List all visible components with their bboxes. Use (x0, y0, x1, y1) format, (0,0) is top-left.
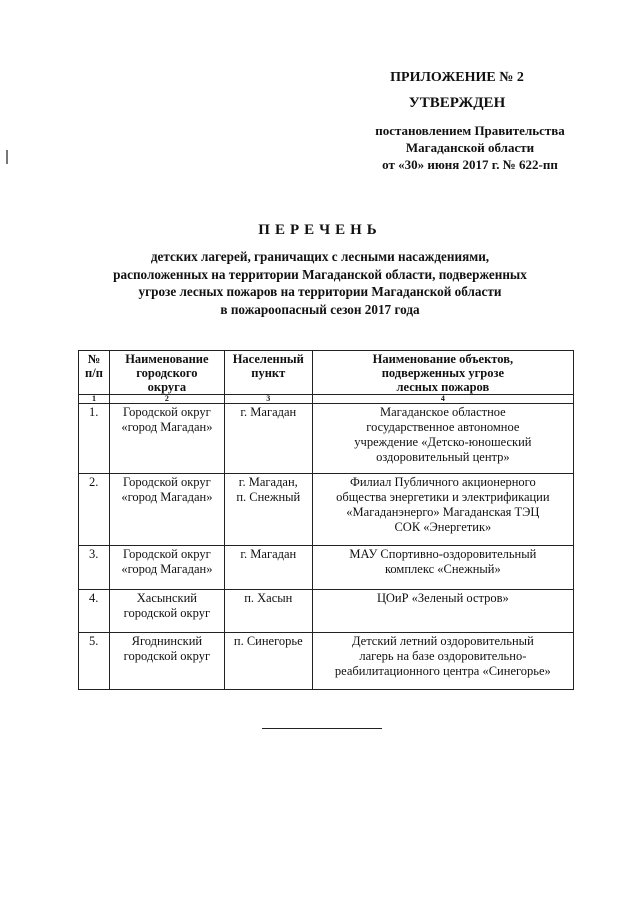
cell-text: городской округ (123, 606, 211, 620)
cell-text: г. Магадан, (238, 475, 298, 489)
cell-text: п. Снежный (236, 490, 301, 504)
cell-text: «Магаданэнерго» Магаданская ТЭЦ (346, 505, 540, 519)
header-text: Наименование объектов, (372, 352, 514, 366)
row-object (312, 633, 573, 690)
subtitle-line: детских лагерей, граничащих с лесными насаждениями, (150, 249, 490, 264)
cell-text: городской округ (123, 649, 211, 663)
cell-text: комплекс «Снежный» (384, 562, 501, 576)
closing-line (262, 728, 382, 729)
cell-text: МАУ Спортивно-оздоровительный (349, 547, 537, 561)
row-settlement (224, 546, 312, 590)
header-text: подверженных угрозе (381, 366, 505, 380)
header-number (79, 351, 110, 395)
row-number: 2. (79, 474, 110, 546)
column-index-row (79, 395, 574, 404)
cell-text: общества энергетики и электрификации (336, 490, 550, 504)
column-index: 3 (224, 395, 312, 404)
header-object (312, 351, 573, 395)
table-row (79, 590, 574, 633)
row-settlement (224, 404, 312, 474)
row-district (109, 404, 224, 474)
header-text: лесных пожаров (396, 380, 490, 394)
subtitle-line: угрозе лесных пожаров на территории Магаданской области (138, 284, 502, 299)
row-number: 4. (79, 590, 110, 633)
row-settlement (224, 474, 312, 546)
table-row (79, 404, 574, 474)
column-index: 2 (109, 395, 224, 404)
cell-text: реабилитационного центра «Синегорье» (334, 664, 551, 678)
header-text: Населенный (232, 352, 304, 366)
document-title: ПЕРЕЧЕНЬ (258, 222, 382, 238)
cell-text: Детский летний оздоровительный (351, 634, 534, 648)
document-subtitle (50, 248, 590, 318)
row-district (109, 474, 224, 546)
cell-text: лагерь на базе оздоровительно- (359, 649, 527, 663)
row-object (312, 474, 573, 546)
row-number: 5. (79, 633, 110, 690)
header-text: городского (136, 366, 198, 380)
appendix-number: ПРИЛОЖЕНИЕ № 2 (390, 70, 524, 85)
cell-text: Филиал Публичного акционерного (349, 475, 536, 489)
row-object (312, 590, 573, 633)
cell-text: «город Магадан» (121, 420, 213, 434)
header-text: п/п (85, 366, 103, 380)
table-row (79, 633, 574, 690)
decree-reference (300, 122, 600, 173)
row-object (312, 404, 573, 474)
cell-text: Магаданское областное (380, 405, 506, 419)
header-text: № (87, 352, 101, 366)
column-index: 4 (312, 395, 573, 404)
cell-text: Городской округ (123, 547, 211, 561)
cell-text: «город Магадан» (121, 562, 213, 576)
table-header-row (79, 351, 574, 395)
cell-text: Городской округ (123, 405, 211, 419)
header-settlement (224, 351, 312, 395)
cell-text: государственное автономное (366, 420, 520, 434)
table-row (79, 474, 574, 546)
row-district (109, 590, 224, 633)
cell-text: п. Синегорье (233, 634, 303, 648)
row-number: 3. (79, 546, 110, 590)
subtitle-line: расположенных на территории Магаданской области, подверженных (113, 266, 527, 282)
row-settlement (224, 590, 312, 633)
table-row (79, 546, 574, 590)
cell-text: Городской округ (123, 475, 211, 489)
approved-label: УТВЕРЖДЕН (408, 95, 506, 111)
row-settlement (224, 633, 312, 690)
header-district (109, 351, 224, 395)
decree-line: Магаданской области (405, 140, 535, 155)
header-text: округа (147, 380, 187, 394)
cell-text: п. Хасын (244, 591, 293, 605)
cell-text: г. Магадан (240, 547, 297, 561)
cell-text: ЦОиР «Зеленый остров» (376, 591, 509, 605)
decree-line: от «30» июня 2017 г. № 622-пп (382, 157, 558, 172)
cell-text: Хасынский (136, 591, 197, 605)
cell-text: оздоровительный центр» (376, 450, 510, 464)
column-index: 1 (79, 395, 110, 404)
cell-text: «город Магадан» (121, 490, 213, 504)
header-text: пункт (251, 366, 286, 380)
margin-mark (6, 150, 8, 164)
appendix-block (300, 70, 600, 173)
row-object (312, 546, 573, 590)
row-district (109, 633, 224, 690)
cell-text: СОК «Энергетик» (394, 520, 492, 534)
subtitle-line: в пожароопасный сезон 2017 года (220, 301, 420, 317)
row-number: 1. (79, 404, 110, 474)
cell-text: г. Магадан (240, 405, 297, 419)
decree-line: постановлением Правительства (375, 123, 565, 138)
header-text: Наименование (125, 352, 209, 366)
cell-text: Ягоднинский (131, 634, 203, 648)
camps-table (78, 350, 574, 690)
cell-text: учреждение «Детско-юношеский (354, 435, 532, 449)
row-district (109, 546, 224, 590)
